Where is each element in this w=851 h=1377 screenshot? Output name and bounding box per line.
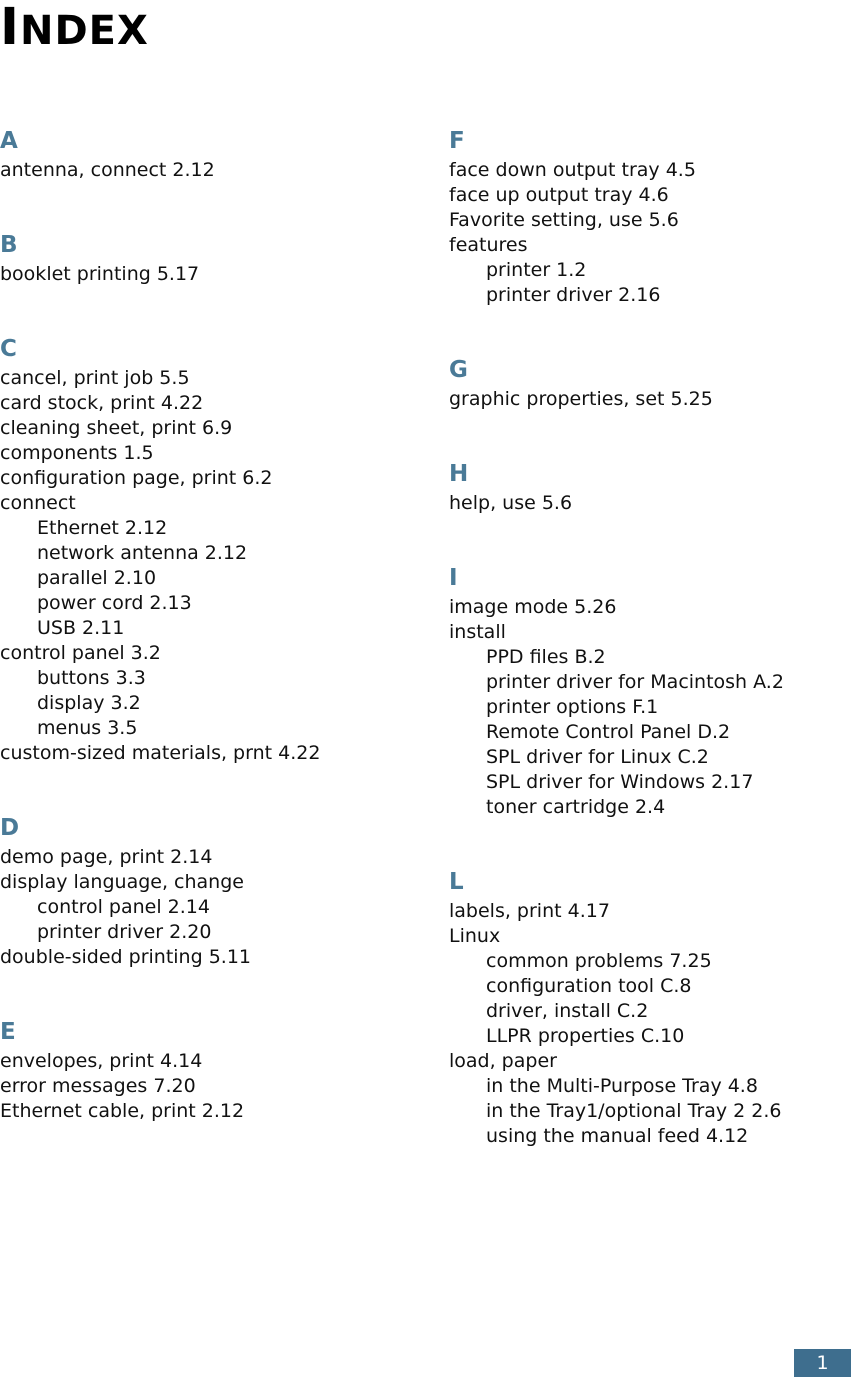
index-subentry: network antenna 2.12: [37, 542, 248, 564]
index-section-c: [0, 332, 420, 766]
index-entry: components 1.5: [0, 442, 154, 464]
index-subentry: printer driver for Macintosh A.2: [486, 671, 784, 693]
section-letter: L: [449, 869, 464, 895]
index-entry: Linux: [449, 925, 501, 947]
index-entry-list: [449, 158, 849, 308]
section-letter: B: [0, 232, 18, 258]
index-entry-list: [0, 366, 420, 766]
index-entry: image mode 5.26: [449, 596, 617, 618]
index-entry: booklet printing 5.17: [0, 263, 200, 285]
index-section-i: [449, 561, 849, 820]
index-subentry: menus 3.5: [37, 717, 138, 739]
section-letter: A: [0, 128, 18, 154]
index-section-f: [449, 124, 849, 308]
index-entry-list: [0, 262, 420, 287]
index-column-left: [0, 124, 420, 1169]
section-letter: I: [449, 565, 458, 591]
index-subentry: in the Tray1/optional Tray 2 2.6: [486, 1100, 782, 1122]
index-entry: labels, print 4.17: [449, 900, 610, 922]
index-entry: features: [449, 234, 528, 256]
page-title: [0, 0, 149, 59]
index-entry: double-sided printing 5.11: [0, 946, 252, 968]
index-section-g: [449, 353, 849, 412]
index-entry: help, use 5.6: [449, 492, 573, 514]
section-letter: F: [449, 128, 465, 154]
index-entry: cancel, print job 5.5: [0, 367, 190, 389]
index-subentry: SPL driver for Linux C.2: [486, 746, 709, 768]
index-section-e: [0, 1015, 420, 1124]
index-entry: control panel 3.2: [0, 642, 161, 664]
section-letter: C: [0, 336, 17, 362]
index-entry-list: [449, 595, 849, 820]
index-entry: install: [449, 621, 506, 643]
index-entry: error messages 7.20: [0, 1075, 196, 1097]
index-entry-list: [0, 1049, 420, 1124]
index-entry: connect: [0, 492, 76, 514]
index-subentry: buttons 3.3: [37, 667, 146, 689]
index-subentry: power cord 2.13: [37, 592, 192, 614]
page-title-initial: I: [0, 0, 20, 57]
page-number-badge: 1: [794, 1349, 851, 1377]
index-subentry: toner cartridge 2.4: [486, 796, 666, 818]
index-subentry: printer 1.2: [486, 259, 587, 281]
index-subentry: driver, install C.2: [486, 1000, 649, 1022]
index-subentry: printer options F.1: [486, 696, 659, 718]
section-letter: D: [0, 815, 20, 841]
index-subentry: SPL driver for Windows 2.17: [486, 771, 754, 793]
index-entry: cleaning sheet, print 6.9: [0, 417, 233, 439]
index-subentry: configuration tool C.8: [486, 975, 692, 997]
index-entry: graphic properties, set 5.25: [449, 388, 713, 410]
index-entry: envelopes, print 4.14: [0, 1050, 203, 1072]
index-entry: Favorite setting, use 5.6: [449, 209, 679, 231]
index-entry-list: [449, 491, 849, 516]
index-entry: Ethernet cable, print 2.12: [0, 1100, 245, 1122]
index-subentry: printer driver 2.20: [37, 921, 212, 943]
section-letter: H: [449, 461, 469, 487]
index-subentry: printer driver 2.16: [486, 284, 661, 306]
index-section-b: [0, 228, 420, 287]
index-entry-list: [449, 387, 849, 412]
index-entry: load, paper: [449, 1050, 557, 1072]
index-section-h: [449, 457, 849, 516]
index-subentry: USB 2.11: [37, 617, 125, 639]
index-entry: demo page, print 2.14: [0, 846, 213, 868]
section-letter: G: [449, 357, 468, 383]
index-section-a: [0, 124, 420, 183]
index-entry-list: [449, 899, 849, 1149]
index-section-l: [449, 865, 849, 1149]
index-section-d: [0, 811, 420, 970]
page-title-rest: NDEX: [19, 8, 149, 54]
index-entry: card stock, print 4.22: [0, 392, 204, 414]
index-entry: face down output tray 4.5: [449, 159, 696, 181]
index-entry: custom-sized materials, prnt 4.22: [0, 742, 321, 764]
index-subentry: in the Multi-Purpose Tray 4.8: [486, 1075, 758, 1097]
index-subentry: PPD files B.2: [486, 646, 606, 668]
index-entry: configuration page, print 6.2: [0, 467, 273, 489]
index-entry-list: [0, 845, 420, 970]
section-letter: E: [0, 1019, 16, 1045]
index-subentry: Remote Control Panel D.2: [486, 721, 731, 743]
index-subentry: parallel 2.10: [37, 567, 157, 589]
index-subentry: common problems 7.25: [486, 950, 712, 972]
index-subentry: display 3.2: [37, 692, 141, 714]
index-entry: display language, change: [0, 871, 244, 893]
index-subentry: using the manual feed 4.12: [486, 1125, 749, 1147]
index-column-right: [449, 124, 849, 1194]
index-subentry: Ethernet 2.12: [37, 517, 168, 539]
index-entry: antenna, connect 2.12: [0, 159, 215, 181]
index-subentry: LLPR properties C.10: [486, 1025, 685, 1047]
index-entry-list: [0, 158, 420, 183]
index-subentry: control panel 2.14: [37, 896, 210, 918]
index-entry: face up output tray 4.6: [449, 184, 669, 206]
